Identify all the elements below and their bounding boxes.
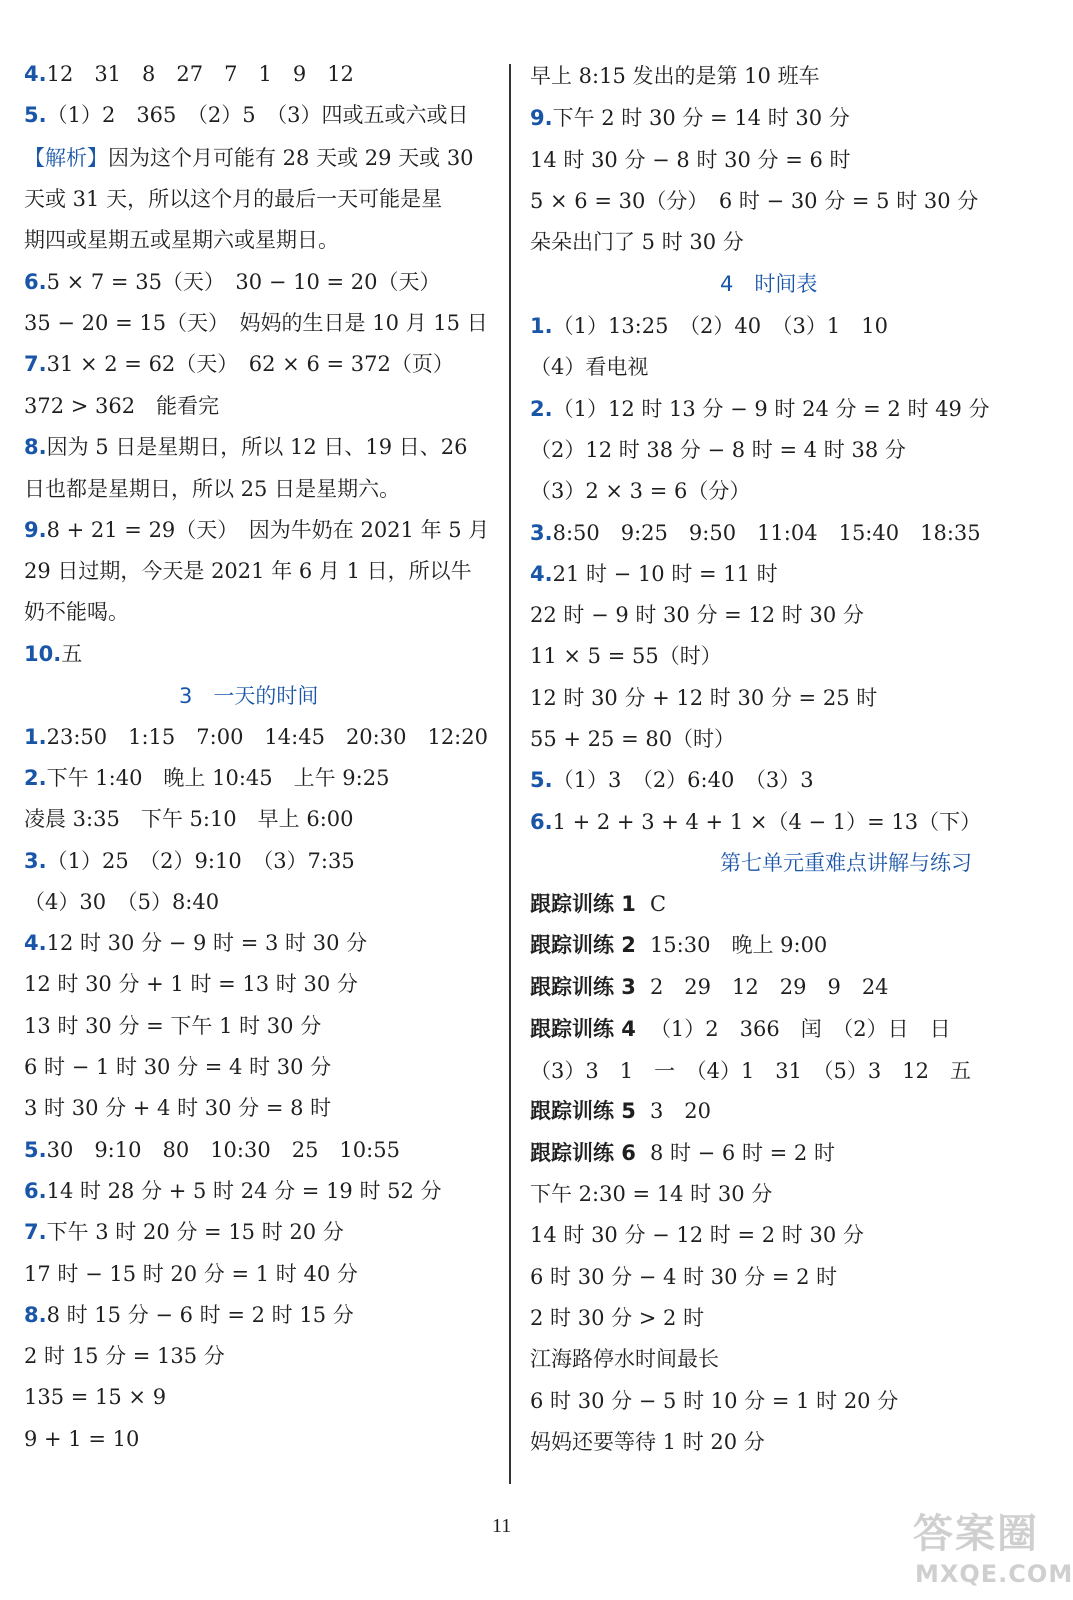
answer-line: [530, 477, 750, 505]
answer-line: [24, 185, 442, 213]
answer-text: 9 + 1 = 10: [24, 1427, 140, 1451]
page-number: 11: [492, 1515, 512, 1537]
answer-line: [24, 60, 354, 88]
question-number: 3.: [24, 849, 47, 873]
exercise-label: 跟踪训练 5: [530, 1099, 636, 1123]
answer-line: [24, 1094, 331, 1122]
answer-text: 12 时 30 分 + 1 时 = 13 时 30 分: [24, 972, 358, 996]
answer-line: [530, 684, 877, 712]
answer-text: 奶不能喝。: [24, 600, 129, 624]
answer-text: 135 = 15 × 9: [24, 1385, 167, 1409]
answer-line: [530, 312, 888, 340]
answer-line: [530, 1345, 719, 1373]
answer-line: [24, 970, 358, 998]
answer-text: （1）25 （2）9:10 （3）7:35: [46, 849, 355, 873]
answer-line: [24, 805, 354, 833]
watermark-top: 答案圈: [913, 1511, 1039, 1557]
answer-text: 下午 3 时 20 分 = 15 时 20 分: [46, 1220, 344, 1244]
answer-line: [24, 1301, 354, 1329]
answer-line: [530, 890, 666, 918]
answer-text: 下午 2 时 30 分 = 14 时 30 分: [552, 106, 850, 130]
answer-line: [530, 62, 820, 90]
answer-line: [24, 557, 472, 585]
answer-text: 天或 31 天，所以这个月的最后一天可能是星: [24, 187, 443, 211]
answer-text: 372 > 362 能看完: [24, 394, 220, 418]
answer-line: [24, 598, 129, 626]
question-number: 4.: [530, 562, 553, 586]
watermark-logo: [905, 1502, 1073, 1594]
question-number: 10.: [24, 642, 62, 666]
answer-text: 15:30 晚上 9:00: [649, 933, 828, 957]
answer-text: C: [649, 892, 667, 916]
answer-text: （1）3 （2）6:40 （3）3: [552, 768, 814, 792]
answer-text: 22 时 − 9 时 30 分 = 12 时 30 分: [530, 603, 864, 627]
question-number: 9.: [24, 518, 47, 542]
answer-line: [24, 392, 219, 420]
question-number: 7.: [24, 1220, 47, 1244]
answer-text: 2 29 12 29 9 24: [649, 975, 889, 999]
answer-text: 8 + 21 = 29（天） 因为牛奶在 2021 年 5 月: [46, 518, 490, 542]
question-number: 3.: [530, 521, 553, 545]
question-number: 9.: [530, 106, 553, 130]
column-divider: [509, 64, 511, 1484]
answer-line: [530, 725, 735, 753]
answer-text: 2 时 30 分 > 2 时: [530, 1306, 705, 1330]
answer-text: 期四或星期五或星期六或星期日。: [24, 228, 339, 252]
answer-text: （3）2 × 3 = 6（分）: [530, 479, 751, 503]
answer-line: [530, 808, 981, 836]
answer-line: [24, 847, 355, 875]
answer-text: （3）3 1 一 （4）1 31 （5）3 12 五: [530, 1059, 971, 1083]
question-number: 7.: [24, 352, 47, 376]
section-heading: 3 一天的时间: [179, 684, 319, 708]
answer-line: [530, 1387, 898, 1415]
answer-text: 早上 8:15 发出的是第 10 班车: [530, 64, 820, 88]
answer-text: 因为 5 日是星期日，所以 12 日、19 日、26: [46, 435, 468, 459]
answer-text: 8 时 15 分 − 6 时 = 2 时 15 分: [46, 1303, 354, 1327]
question-number: 6.: [530, 810, 553, 834]
answer-text: 17 时 − 15 时 20 分 = 1 时 40 分: [24, 1262, 358, 1286]
answer-text: 29 日过期，今天是 2021 年 6 月 1 日，所以牛: [24, 559, 472, 583]
section-heading: 4 时间表: [720, 272, 818, 296]
answer-line: [530, 601, 864, 629]
answer-text: 6 时 30 分 − 5 时 10 分 = 1 时 20 分: [530, 1389, 899, 1413]
answer-text: （4）30 （5）8:40: [24, 890, 220, 914]
answer-text: （1）2 366 闰 （2）日 日: [649, 1017, 951, 1041]
question-number: 2.: [24, 766, 47, 790]
answer-text: 55 + 25 = 80（时）: [530, 727, 736, 751]
answer-text: 朵朵出门了 5 时 30 分: [530, 230, 744, 254]
answer-text: 下午 2:30 = 14 时 30 分: [530, 1182, 773, 1206]
answer-line: [530, 1180, 772, 1208]
answer-text: 21 时 − 10 时 = 11 时: [552, 562, 778, 586]
answer-line: [24, 475, 400, 503]
question-number: 2.: [530, 397, 553, 421]
question-number: 6.: [24, 270, 47, 294]
exercise-label: 跟踪训练 6: [530, 1141, 636, 1165]
answer-text: 14 时 28 分 + 5 时 24 分 = 19 时 52 分: [46, 1179, 442, 1203]
answer-line: [530, 519, 981, 547]
answer-text: （4）看电视: [530, 355, 649, 379]
answer-line: [24, 101, 468, 129]
answer-text: 12 31 8 27 7 1 9 12: [46, 62, 354, 86]
question-number: 5.: [24, 1138, 47, 1162]
answer-line: [24, 1218, 344, 1246]
answer-line: [24, 1342, 225, 1370]
answer-line: [530, 1015, 951, 1043]
answer-line: [530, 228, 744, 256]
answer-line: [24, 268, 441, 296]
answer-line: [530, 1097, 711, 1125]
answer-line: [530, 1428, 765, 1456]
answer-line: [24, 1012, 321, 1040]
answer-line: [24, 764, 389, 792]
question-number: 5.: [530, 768, 553, 792]
answer-line: [530, 642, 722, 670]
question-number: 6.: [24, 1179, 47, 1203]
answer-line: [24, 640, 82, 668]
answer-line: [530, 1304, 704, 1332]
watermark-bottom: MXQE.COM: [915, 1560, 1073, 1588]
answer-text: 13 时 30 分 = 下午 1 时 30 分: [24, 1014, 322, 1038]
answer-text: 五: [61, 642, 83, 666]
answer-text: 妈妈还要等待 1 时 20 分: [530, 1430, 765, 1454]
answer-line: [530, 395, 990, 423]
analysis-tag: 【解析】: [24, 146, 108, 170]
answer-line: [24, 1260, 358, 1288]
answer-line: [24, 929, 367, 957]
answer-line: [530, 104, 850, 132]
answer-line: [24, 1053, 331, 1081]
answer-text: 30 9:10 80 10:30 25 10:55: [46, 1138, 400, 1162]
answer-line: [530, 436, 906, 464]
answer-line: [24, 1383, 166, 1411]
answer-text: 6 时 30 分 − 4 时 30 分 = 2 时: [530, 1265, 838, 1289]
answer-line: [530, 931, 827, 959]
answer-line: [530, 1057, 971, 1085]
answer-text: 12 时 30 分 − 9 时 = 3 时 30 分: [46, 931, 368, 955]
answer-line: [24, 226, 339, 254]
answer-line: [24, 1177, 442, 1205]
answer-line: [24, 309, 488, 337]
answer-text: 35 − 20 = 15（天） 妈妈的生日是 10 月 15 日: [24, 311, 488, 335]
answer-line: [24, 144, 474, 172]
answer-text: 江海路停水时间最长: [530, 1347, 719, 1371]
answer-text: 因为这个月可能有 28 天或 29 天或 30: [108, 146, 474, 170]
answer-line: [530, 1263, 837, 1291]
answer-line: [530, 1139, 835, 1167]
answer-text: 3 时 30 分 + 4 时 30 分 = 8 时: [24, 1096, 332, 1120]
answer-line: [24, 888, 219, 916]
answer-text: 14 时 30 分 − 12 时 = 2 时 30 分: [530, 1223, 864, 1247]
exercise-label: 跟踪训练 4: [530, 1017, 636, 1041]
answer-line: [530, 146, 851, 174]
answer-line: [24, 723, 488, 751]
answer-text: 11 × 5 = 55（时）: [530, 644, 722, 668]
answer-line: [530, 1221, 864, 1249]
question-number: 8.: [24, 1303, 47, 1327]
question-number: 4.: [24, 931, 47, 955]
answer-line: [530, 187, 978, 215]
answer-text: 8 时 − 6 时 = 2 时: [649, 1141, 835, 1165]
answer-text: 23:50 1:15 7:00 14:45 20:30 12:20: [46, 725, 488, 749]
answer-line: [24, 516, 489, 544]
answer-text: 14 时 30 分 − 8 时 30 分 = 6 时: [530, 148, 851, 172]
answer-line: [24, 433, 468, 461]
answer-text: 5 × 6 = 30（分） 6 时 − 30 分 = 5 时 30 分: [530, 189, 979, 213]
exercise-label: 跟踪训练 1: [530, 892, 636, 916]
section-heading: 第七单元重难点讲解与练习: [720, 851, 972, 875]
answer-line: [530, 766, 814, 794]
question-number: 1.: [24, 725, 47, 749]
answer-text: 12 时 30 分 + 12 时 30 分 = 25 时: [530, 686, 878, 710]
answer-text: （1）12 时 13 分 − 9 时 24 分 = 2 时 49 分: [552, 397, 990, 421]
exercise-label: 跟踪训练 2: [530, 933, 636, 957]
answer-line: [24, 350, 454, 378]
answer-text: 3 20: [649, 1099, 712, 1123]
answer-text: 2 时 15 分 = 135 分: [24, 1344, 225, 1368]
answer-text: 6 时 − 1 时 30 分 = 4 时 30 分: [24, 1055, 332, 1079]
answer-text: 8:50 9:25 9:50 11:04 15:40 18:35: [552, 521, 981, 545]
answer-line: [24, 1425, 139, 1453]
question-number: 5.: [24, 103, 47, 127]
answer-text: 31 × 2 = 62（天） 62 × 6 = 372（页）: [46, 352, 454, 376]
answer-text: （2）12 时 38 分 − 8 时 = 4 时 38 分: [530, 438, 906, 462]
exercise-label: 跟踪训练 3: [530, 975, 636, 999]
question-number: 8.: [24, 435, 47, 459]
answer-line: [530, 973, 889, 1001]
answer-line: [530, 560, 778, 588]
answer-text: 5 × 7 = 35（天） 30 − 10 = 20（天）: [46, 270, 441, 294]
question-number: 1.: [530, 314, 553, 338]
answer-line: [530, 353, 648, 381]
answer-line: [24, 1136, 400, 1164]
answer-text: 下午 1:40 晚上 10:45 上午 9:25: [46, 766, 390, 790]
answer-text: 1 + 2 + 3 + 4 + 1 ×（4 − 1）= 13（下）: [552, 810, 982, 834]
answer-text: 日也都是星期日，所以 25 日是星期六。: [24, 477, 401, 501]
answer-text: （1）13:25 （2）40 （3）1 10: [552, 314, 888, 338]
answer-text: （1）2 365 （2）5 （3）四或五或六或日: [46, 103, 469, 127]
answer-text: 凌晨 3:35 下午 5:10 早上 6:00: [24, 807, 354, 831]
question-number: 4.: [24, 62, 47, 86]
